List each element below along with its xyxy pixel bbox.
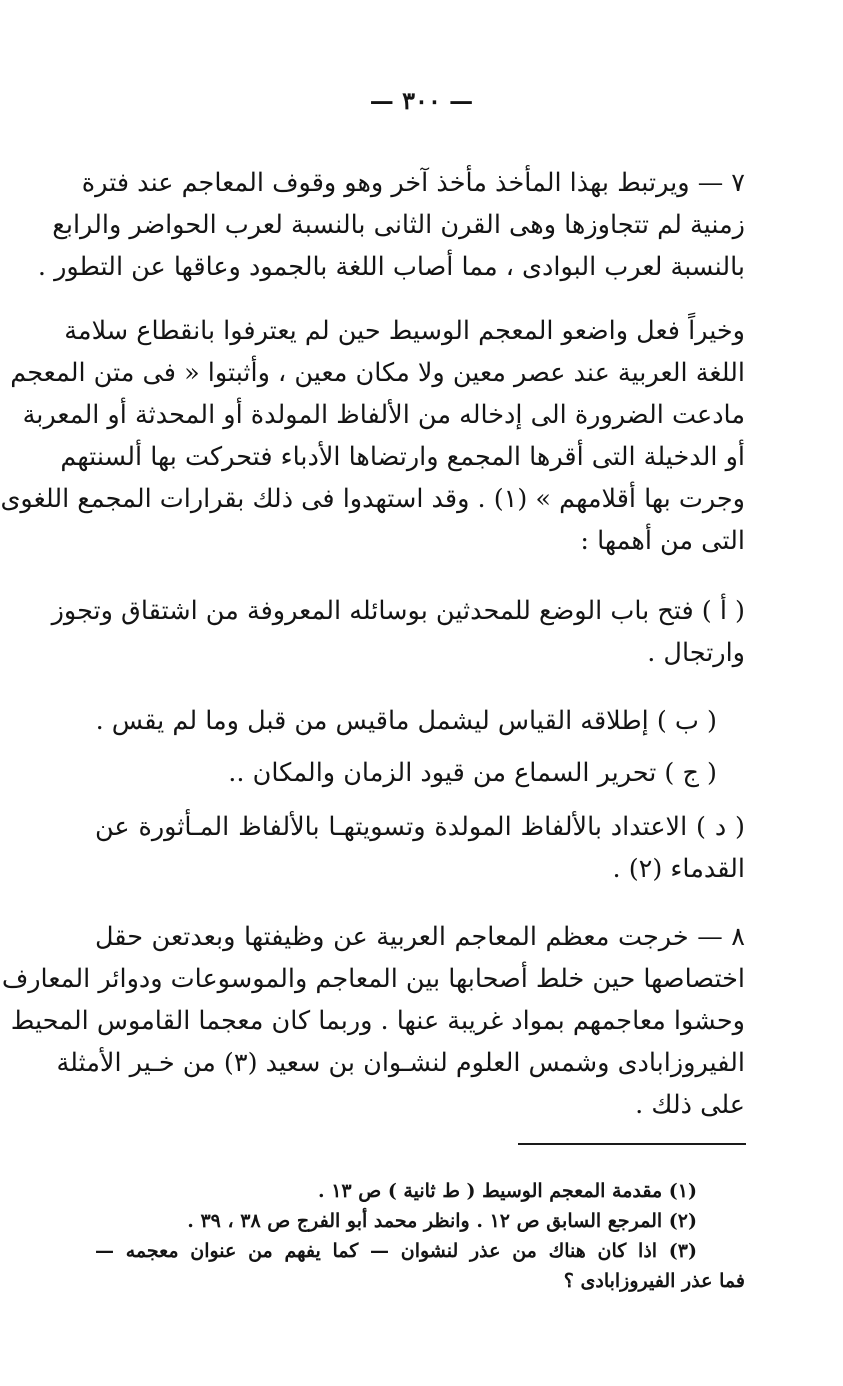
footnote: (٣) اذا كان هناك من عذر لنشوان — كما يفهم من عنوان معجمه — bbox=[95, 1240, 697, 1262]
text-line: ( ج ) تحرير السماع من قيود الزمان والمكان .. bbox=[228, 758, 717, 788]
text-line: ( أ ) فتح باب الوضع للمحدثين بوسائله المعروفة من اشتقاق وتجوز bbox=[51, 596, 745, 626]
text-line: اختصاصها حين خلط أصحابها بين المعاجم والموسوعات ودوائر المعارف bbox=[1, 964, 745, 994]
footnote-divider bbox=[518, 1143, 746, 1145]
text-line: على ذلك . bbox=[635, 1090, 745, 1120]
list-item-a bbox=[51, 590, 745, 674]
footnote: فما عذر الفيروزابادى ؟ bbox=[563, 1270, 745, 1292]
paragraph-wasit bbox=[0, 310, 745, 562]
page-number: — ٣٠٠ — bbox=[369, 86, 474, 115]
text-line: ( د ) الاعتداد بالألفاظ المولدة وتسويتهـا بالألفاظ المـأثورة عن bbox=[95, 812, 745, 842]
paragraph-8 bbox=[1, 916, 745, 1126]
text-line: مادعت الضرورة الى إدخاله من الألفاظ المولدة أو المحدثة أو المعربة bbox=[22, 400, 745, 430]
text-line: وارتجال . bbox=[647, 638, 745, 668]
footnote: (٢) المرجع السابق ص ١٢ . وانظر محمد أبو الفرج ص ٣٨ ، ٣٩ . bbox=[187, 1210, 697, 1232]
text-line: ٧ — ويرتبط بهذا المأخذ مأخذ آخر وهو وقوف المعاجم عند فترة bbox=[81, 168, 745, 198]
text-line: الفيروزابادى وشمس العلوم لنشـوان بن سعيد (٣) من خـير الأمثلة bbox=[56, 1048, 745, 1078]
text-line: أو الدخيلة التى أقرها المجمع وارتضاها الأدباء فتحركت بها ألسنتهم bbox=[60, 442, 745, 472]
text-line: وحشوا معاجمهم بمواد غريبة عنها . وربما كان معجما القاموس المحيط bbox=[10, 1006, 745, 1036]
text-line: اللغة العربية عند عصر معين ولا مكان معين ، وأثبتوا « فى متن المعجم bbox=[10, 358, 745, 388]
text-line: ( ب ) إطلاقه القياس ليشمل ماقيس من قبل وما لم يقس . bbox=[95, 706, 717, 736]
text-line: بالنسبة لعرب البوادى ، مما أصاب اللغة بالجمود وعاقها عن التطور . bbox=[37, 252, 745, 282]
list-item-d bbox=[95, 806, 745, 890]
text-line: التى من أهمها : bbox=[580, 526, 745, 556]
text-line: ٨ — خرجت معظم المعاجم العربية عن وظيفتها وبعدتعن حقل bbox=[95, 922, 745, 952]
paragraph-7 bbox=[37, 162, 745, 288]
list-item-j bbox=[95, 752, 745, 794]
text-line: زمنية لم تتجاوزها وهى القرن الثانى بالنسبة لعرب الحواضر والرابع bbox=[52, 210, 745, 240]
text-line: القدماء (٢) . bbox=[612, 854, 745, 884]
text-line: وجرت بها أقلامهم » (١) . وقد استهدوا فى ذلك بقرارات المجمع اللغوى bbox=[0, 484, 745, 514]
text-line: وخيراً فعل واضعو المعجم الوسيط حين لم يعترفوا بانقطاع سلامة bbox=[64, 316, 745, 346]
footnote: (١) مقدمة المعجم الوسيط ( ط ثانية ) ص ١٣ . bbox=[317, 1180, 697, 1202]
list-item-b bbox=[95, 700, 745, 742]
footnotes bbox=[95, 1176, 745, 1296]
